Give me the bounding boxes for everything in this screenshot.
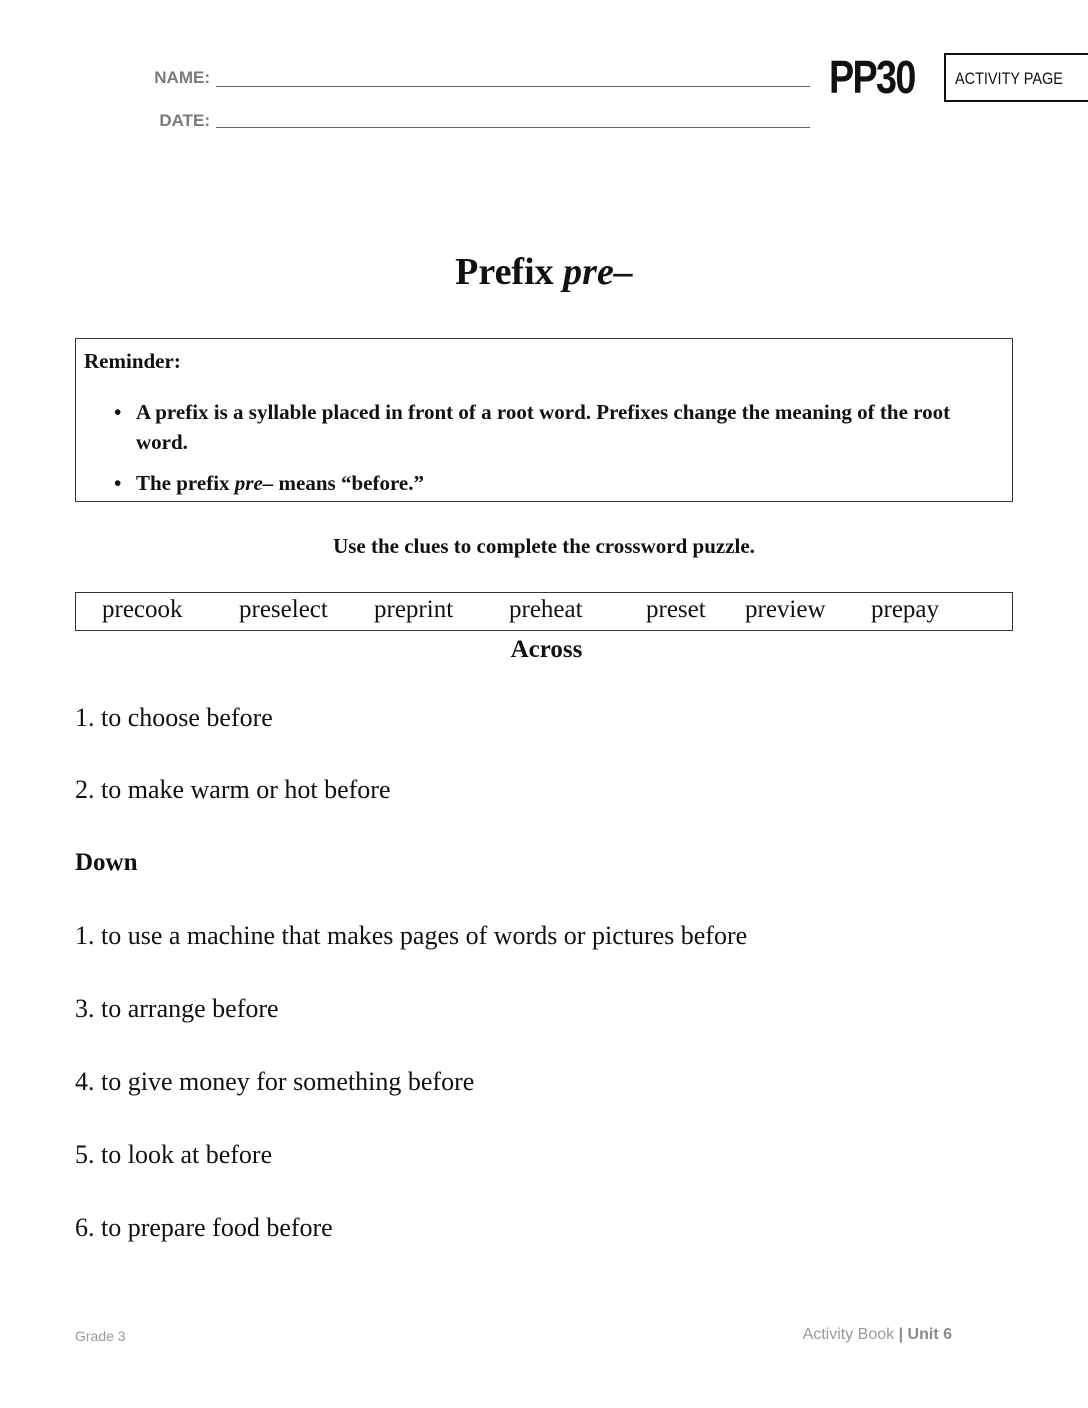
reminder-bullet-2 [114, 468, 996, 498]
instruction-text: Use the clues to complete the crossword puzzle. [333, 534, 755, 558]
down-clue-1: 1. to use a machine that makes pages of words or pictures before [75, 921, 748, 950]
across-heading: Across [510, 636, 583, 663]
word-bank-item: preview [745, 596, 826, 623]
word-bank-item: preselect [239, 596, 328, 623]
title-prefix: pre– [563, 251, 633, 293]
title-main: Prefix [455, 251, 564, 293]
word-bank-item: prepay [871, 596, 940, 623]
down-clue-6: 6. to prepare food before [75, 1213, 333, 1242]
reminder-bullet-1-text: A prefix is a syllable placed in front of a root word. Prefixes change the meaning of the root word. [136, 400, 951, 454]
reminder-bullet-2-before: The prefix [136, 471, 235, 495]
page-code: PP30 [829, 51, 915, 103]
footer-book-unit [803, 1326, 952, 1344]
footer-unit: Unit 6 [907, 1326, 952, 1343]
reminder-bullet-1 [114, 397, 996, 457]
word-bank-item: preset [646, 596, 706, 623]
reminder-bullet-2-prefix: pre– [234, 471, 274, 495]
word-bank-item: preheat [509, 596, 583, 623]
down-clue-4: 4. to give money for something before [75, 1067, 475, 1096]
down-heading: Down [75, 849, 138, 876]
down-clue-3: 3. to arrange before [75, 994, 279, 1023]
footer-separator: | [898, 1326, 904, 1343]
activity-page-label: ACTIVITY PAGE [955, 69, 1063, 88]
word-bank [75, 592, 1013, 631]
date-line[interactable] [216, 127, 810, 128]
word-bank-item: preprint [374, 596, 454, 623]
reminder-box [75, 338, 1013, 502]
reminder-heading: Reminder: [84, 349, 181, 373]
page-title [0, 250, 1088, 294]
reminder-bullet-2-after: means “before.” [273, 471, 424, 495]
footer-grade: Grade 3 [75, 1328, 126, 1344]
name-label: NAME: [154, 68, 210, 87]
across-clue-2: 2. to make warm or hot before [75, 775, 391, 804]
across-clue-1: 1. to choose before [75, 703, 273, 732]
bullet-dot: • [114, 471, 122, 495]
bullet-dot: • [114, 400, 122, 424]
name-line[interactable] [216, 86, 810, 87]
word-bank-item: precook [102, 596, 183, 623]
date-label: DATE: [159, 111, 210, 130]
down-clue-5: 5. to look at before [75, 1140, 273, 1169]
footer-book: Activity Book [802, 1326, 895, 1343]
activity-page-box [944, 53, 1088, 102]
